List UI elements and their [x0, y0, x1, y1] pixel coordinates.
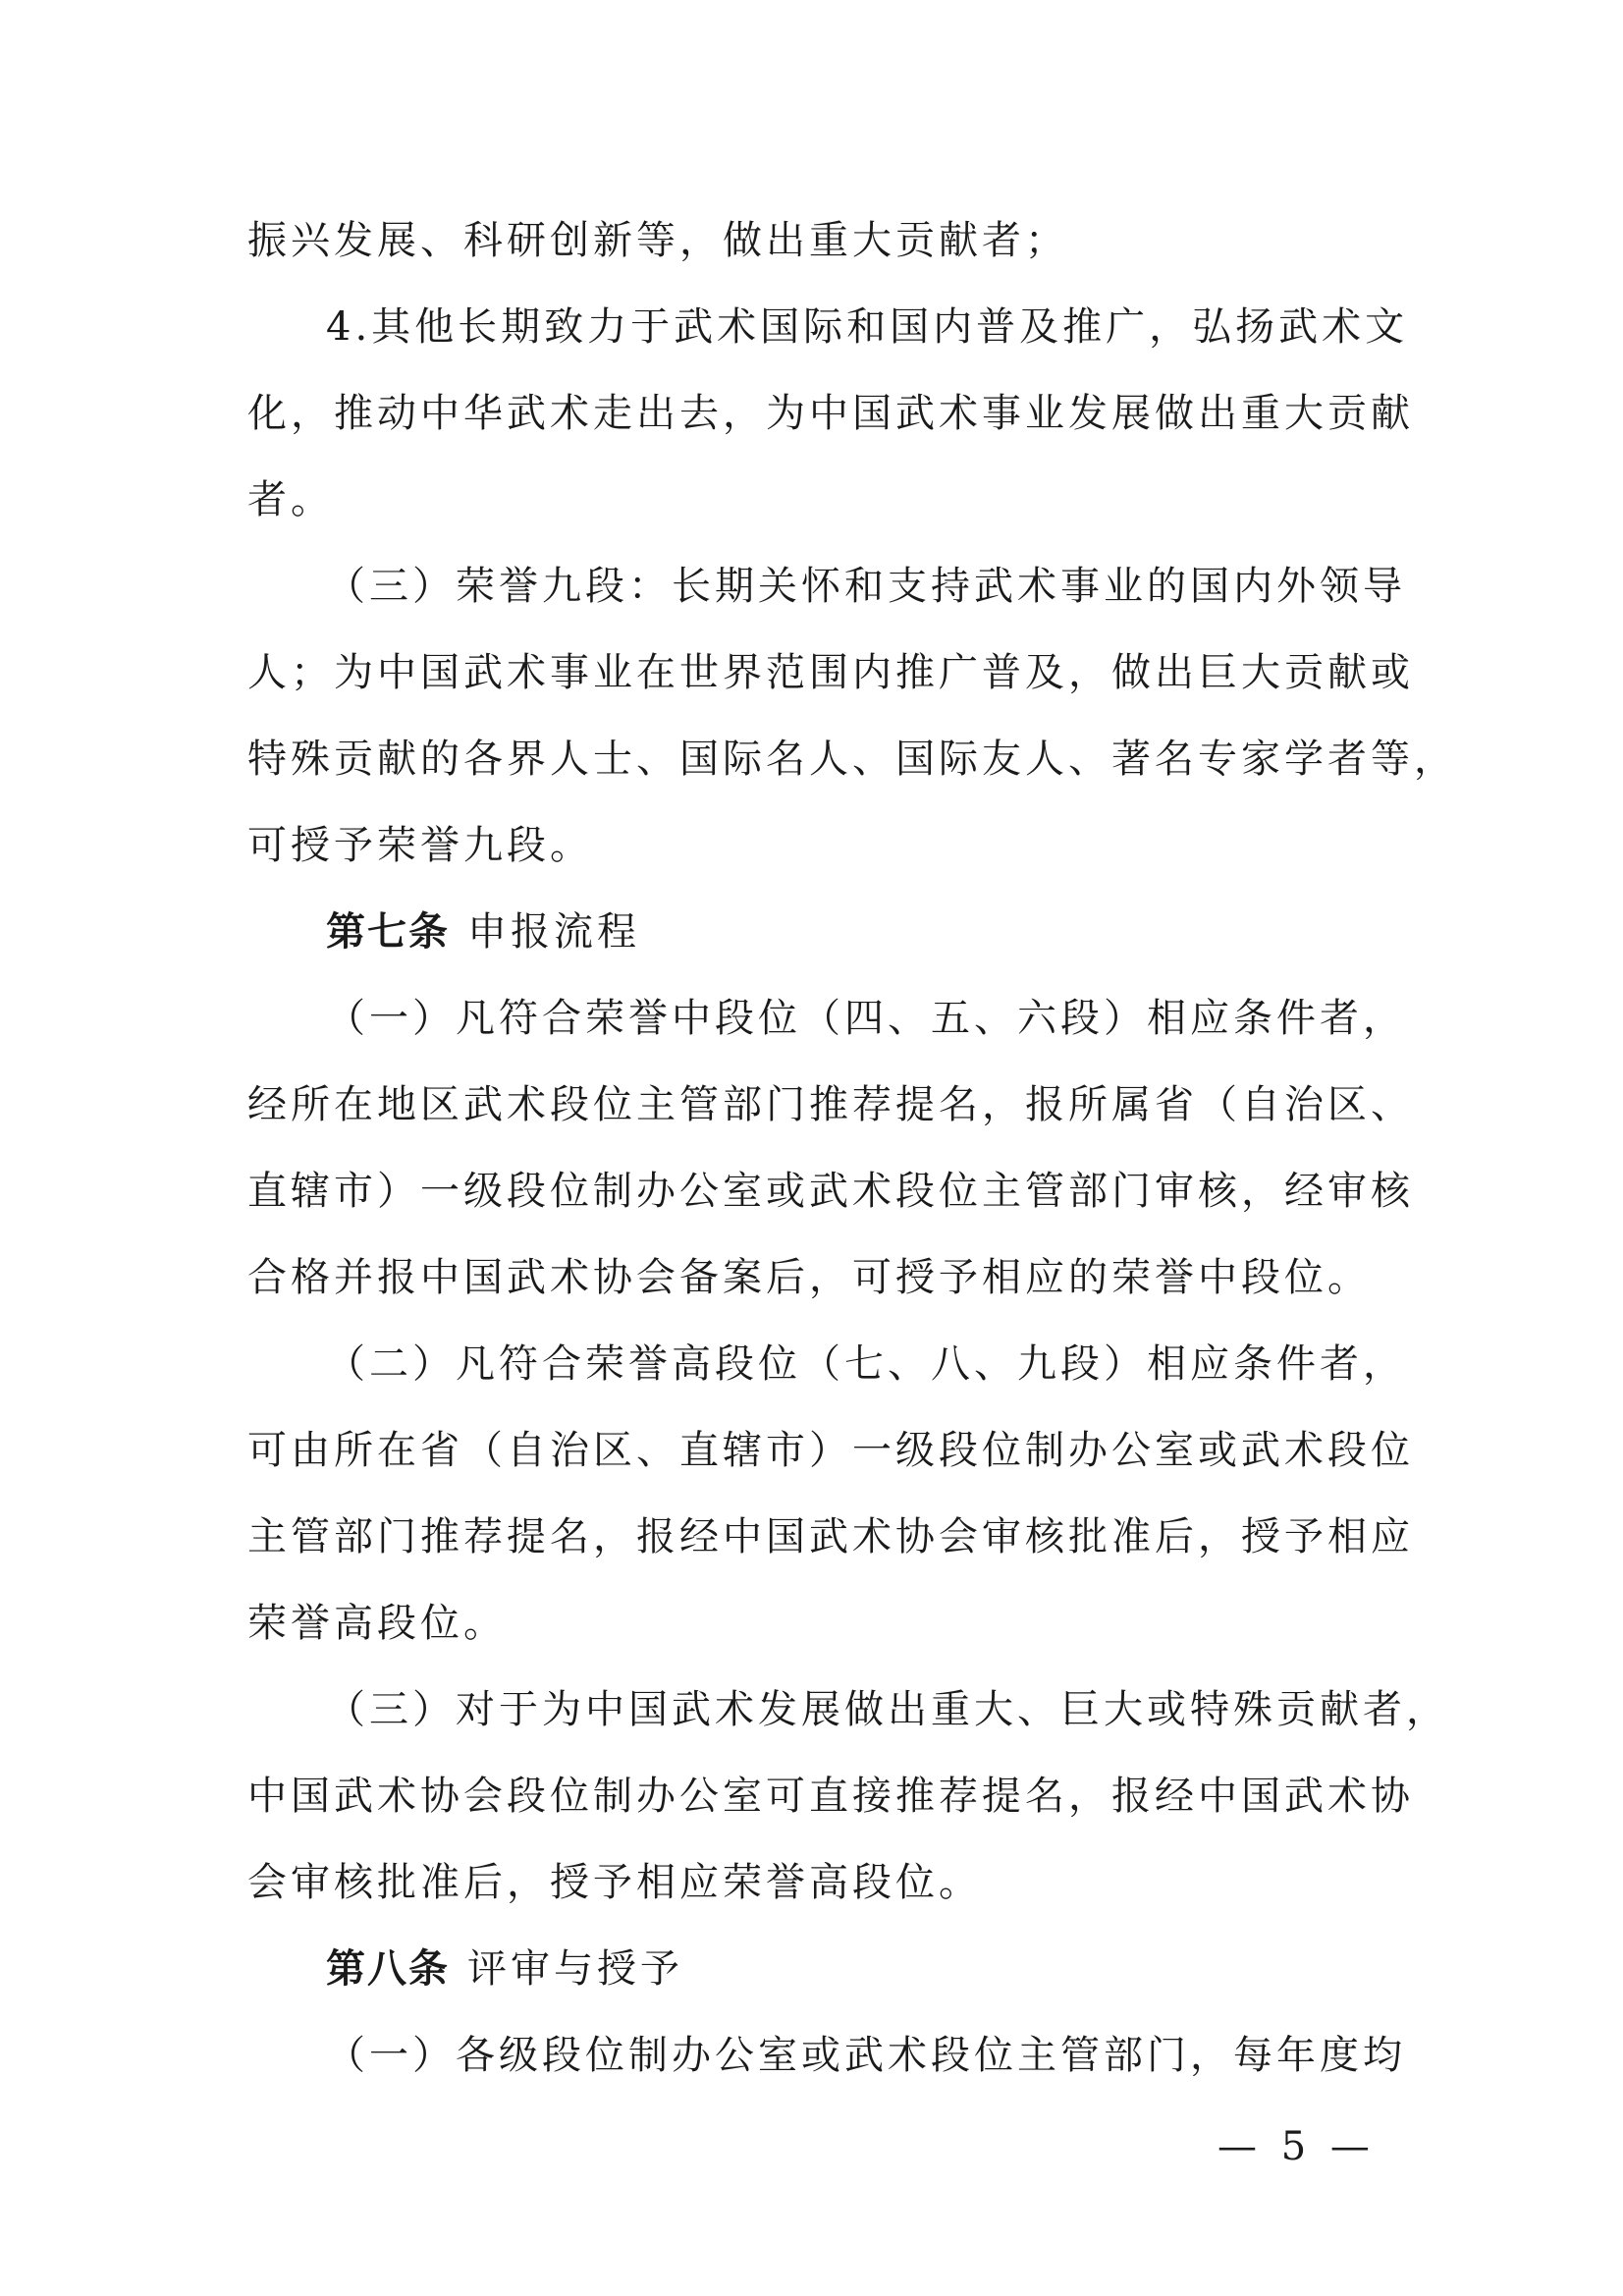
article-heading — [326, 1940, 683, 1998]
paragraph-line: 特殊贡献的各界人士、国际名人、国际友人、著名专家学者等， — [247, 737, 1457, 782]
paragraph-line: （二）凡符合荣誉高段位（七、八、九段）相应条件者， — [326, 1341, 1406, 1387]
page-number: — 5 — — [1217, 2124, 1376, 2169]
paragraph-line: （一）各级段位制办公室或武术段位主管部门，每年度均 — [326, 2033, 1406, 2078]
paragraph-line: 可由所在省（自治区、直辖市）一级段位制办公室或武术段位 — [247, 1428, 1414, 1473]
article-number: 第八条 — [326, 1946, 450, 1992]
article-title: 申报流程 — [467, 909, 640, 955]
paragraph-line: （一）凡符合荣誉中段位（四、五、六段）相应条件者， — [326, 996, 1406, 1041]
paragraph-line: 振兴发展、科研创新等，做出重大贡献者； — [247, 218, 1068, 263]
paragraph-line: （三）对于为中国武术发展做出重大、巨大或特殊贡献者， — [326, 1687, 1449, 1732]
paragraph-line: 可授予荣誉九段。 — [247, 823, 593, 868]
paragraph-line: 会审核批准后，授予相应荣誉高段位。 — [247, 1860, 982, 1905]
article-number: 第七条 — [326, 909, 450, 955]
paragraph-line: 中国武术协会段位制办公室可直接推荐提名，报经中国武术协 — [247, 1774, 1414, 1819]
paragraph-line: 荣誉高段位。 — [247, 1601, 507, 1646]
article-heading — [326, 902, 640, 961]
paragraph-line: 化，推动中华武术走出去，为中国武术事业发展做出重大贡献 — [247, 391, 1414, 436]
paragraph-line: 主管部门推荐提名，报经中国武术协会审核批准后，授予相应 — [247, 1514, 1414, 1559]
paragraph-line: 者。 — [247, 477, 334, 522]
paragraph-line: 4.其他长期致力于武术国际和国内普及推广，弘扬武术文 — [326, 304, 1409, 350]
paragraph-line: （三）荣誉九段：长期关怀和支持武术事业的国内外领导 — [326, 564, 1406, 609]
paragraph-line: 直辖市）一级段位制办公室或武术段位主管部门审核，经审核 — [247, 1169, 1414, 1214]
article-title: 评审与授予 — [467, 1946, 683, 1992]
paragraph-line: 人；为中国武术事业在世界范围内推广普及，做出巨大贡献或 — [247, 650, 1414, 695]
paragraph-line: 合格并报中国武术协会备案后，可授予相应的荣誉中段位。 — [247, 1255, 1371, 1300]
paragraph-line: 经所在地区武术段位主管部门推荐提名，报所属省（自治区、 — [247, 1082, 1414, 1127]
